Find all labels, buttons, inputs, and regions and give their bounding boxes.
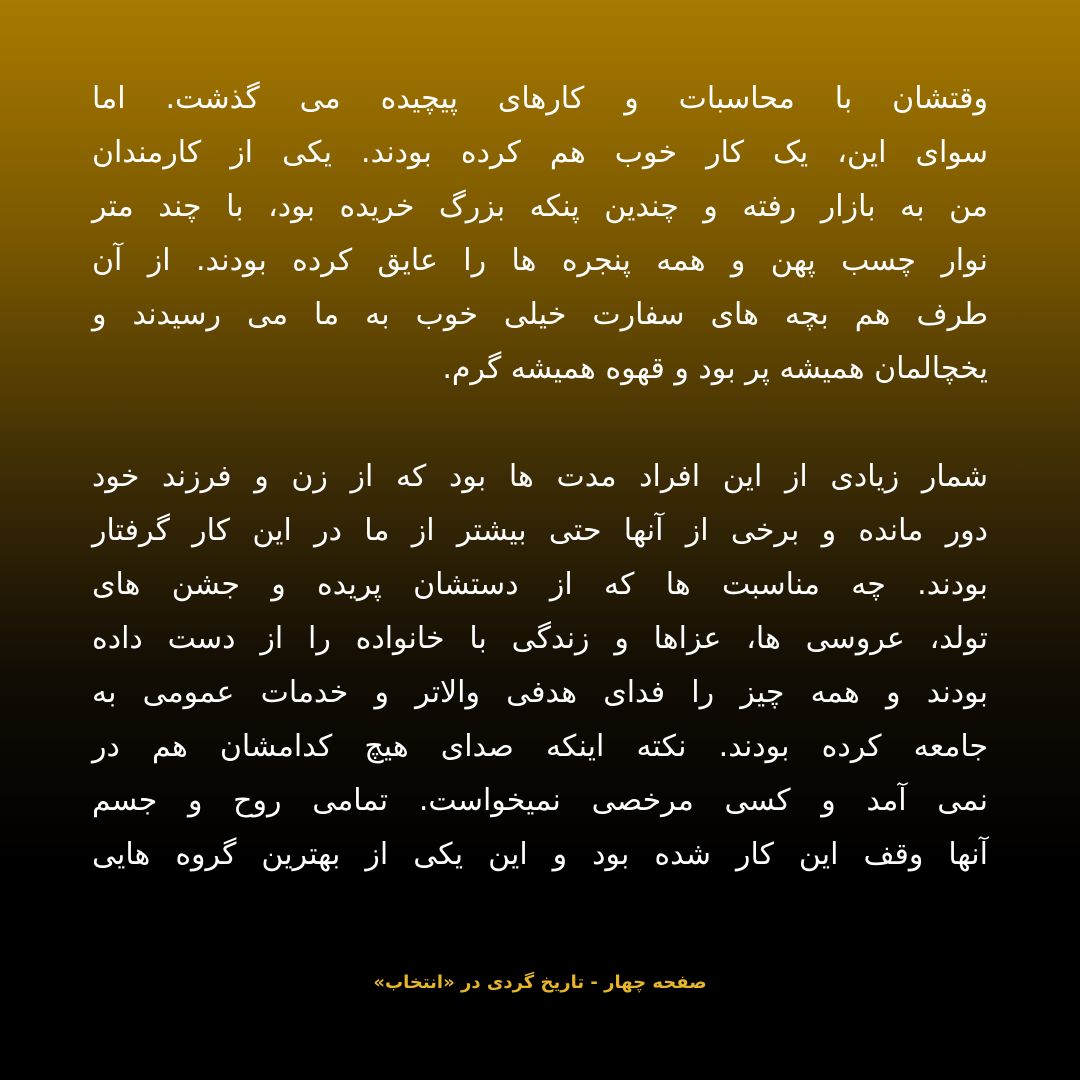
paragraph-2-line-7: نمی آمد و کسی مرخصی نمیخواست. تمامی روح و جسم	[92, 783, 988, 818]
paragraph-1-line-1: وقتشان با محاسبات و کارهای پیچیده می گذشت. اما	[92, 81, 988, 116]
paragraph-1-line-2: سوای این، یک کار خوب هم کرده بودند. یکی از کارمندان	[92, 135, 988, 170]
paragraph-1-line-6: یخچالمان همیشه پر بود و قهوه همیشه گرم.	[442, 351, 988, 386]
body-text	[92, 72, 988, 882]
paragraph-1-line-3: من به بازار رفته و چندین پنکه بزرگ خریده بود، با چند متر	[92, 189, 988, 224]
paragraph-1-line-5: طرف هم بچه های سفارت خیلی خوب به ما می رسیدند و	[92, 297, 988, 332]
paragraph-2-line-6: جامعه کرده بودند. نکته اینکه صدای هیچ کدامشان هم در	[92, 729, 988, 764]
paragraph-2-line-1: شمار زیادی از این افراد مدت ها بود که از زن و فرزند خود	[92, 459, 988, 494]
paragraph-2-line-2: دور مانده و برخی از آنها حتی بیشتر از ما در این کار گرفتار	[92, 513, 988, 548]
page-footer-caption: صفحه چهار - تاریخ گردی در «انتخاب»	[373, 972, 707, 993]
paragraph-2-line-5: بودند و همه چیز را فدای هدفی والاتر و خدمات عمومی به	[92, 675, 988, 710]
paragraph-2-line-4: تولد، عروسی ها، عزاها و زندگی با خانواده را از دست داده	[92, 621, 988, 656]
paragraph-2-line-8: آنها وقف این کار شده بود و این یکی از بهترین گروه هایی	[92, 837, 988, 872]
paragraph-2-line-3: بودند. چه مناسبت ها که از دستشان پریده و جشن های	[92, 567, 988, 602]
paragraph-1-line-4: نوار چسب پهن و همه پنجره ها را عایق کرده بودند. از آن	[92, 243, 988, 278]
paragraph-gap	[92, 396, 988, 450]
